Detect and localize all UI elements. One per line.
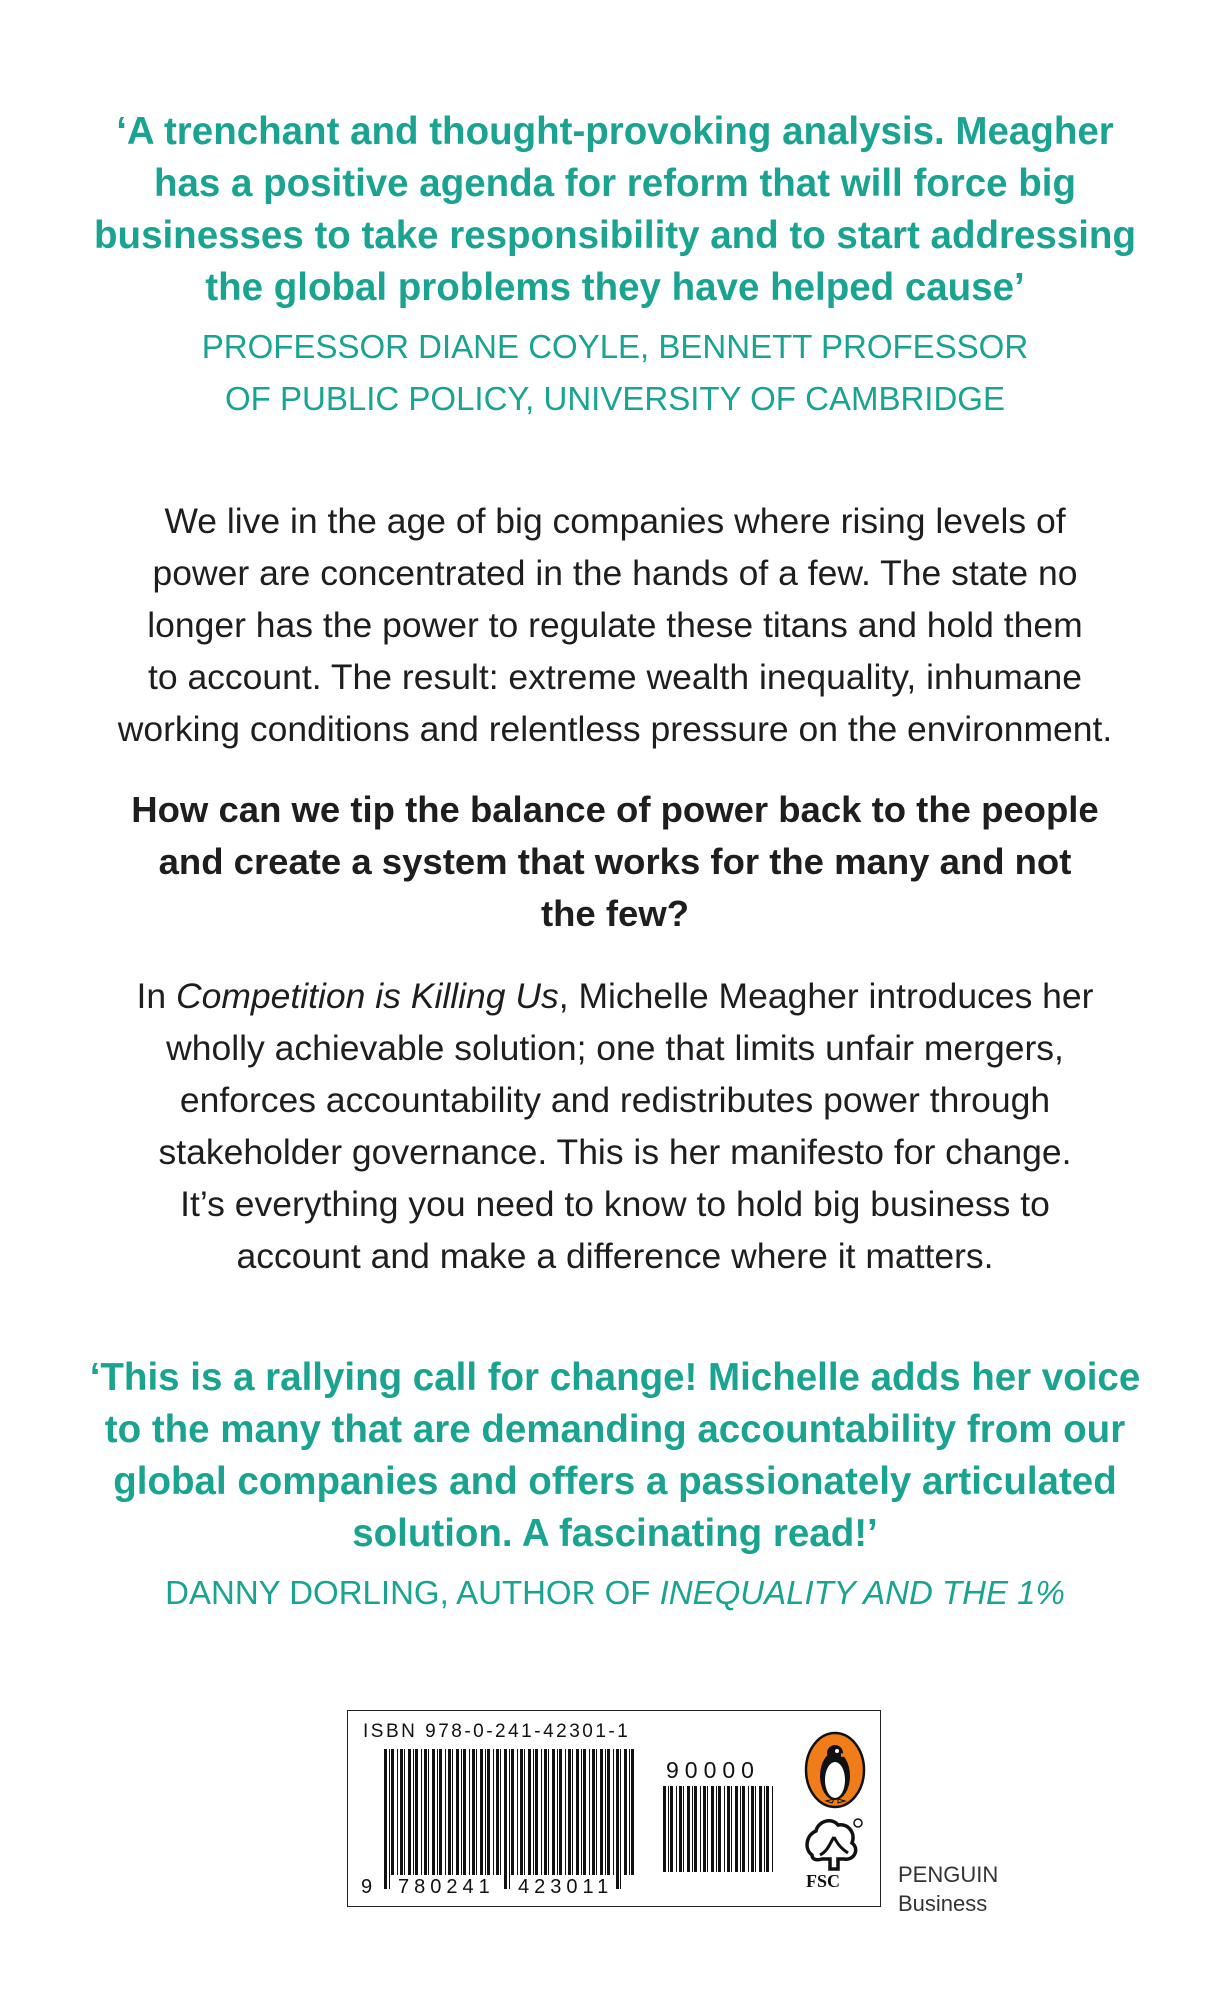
- question-line: and create a system that works for the many and not: [158, 841, 1072, 882]
- quote-block-2: [0, 1352, 1230, 1619]
- body-line: stakeholder governance. This is her manifesto for change.: [158, 1132, 1072, 1172]
- barcode-bar: [439, 1749, 442, 1875]
- barcode-bar: [389, 1749, 390, 1889]
- barcode-bar: [463, 1749, 466, 1875]
- body-line: account and make a difference where it matters.: [236, 1236, 994, 1276]
- barcode-bar: [755, 1786, 756, 1872]
- barcode-bar: [751, 1786, 754, 1872]
- quote-line: to the many that are demanding accountability from our: [104, 1408, 1126, 1451]
- barcode-bar: [384, 1749, 387, 1889]
- barcode-bar: [759, 1786, 762, 1872]
- barcode-bar: [476, 1749, 477, 1875]
- barcode-bar: [428, 1749, 429, 1875]
- barcode-bar: [533, 1749, 534, 1875]
- body-line: wholly achievable solution; one that limits unfair mergers,: [166, 1028, 1064, 1068]
- quote-line: the global problems they have helped cause’: [205, 266, 1025, 309]
- quote-line: businesses to take responsibility and to start addressing: [94, 214, 1136, 257]
- barcode-bar: [711, 1786, 714, 1872]
- penguin-logo-icon: [804, 1731, 866, 1809]
- barcode-bar: [445, 1749, 446, 1875]
- barcode-bar: [616, 1749, 619, 1889]
- barcode-bar: [731, 1786, 732, 1872]
- barcode-bar: [424, 1749, 427, 1875]
- quote-line: ‘This is a rallying call for change! Michelle adds her voice: [89, 1356, 1141, 1399]
- quote-line: global companies and offers a passionately articulated: [113, 1460, 1117, 1503]
- barcode-bar: [517, 1749, 518, 1875]
- barcode-bar: [520, 1749, 523, 1875]
- barcode-bar: [480, 1749, 483, 1875]
- barcode-bar: [703, 1786, 706, 1872]
- question-line: How can we tip the balance of power back to the people: [131, 789, 1099, 830]
- addon-digits: 90000: [666, 1757, 760, 1783]
- body-text-suffix: , Michelle Meagher introduces her: [558, 976, 1094, 1016]
- barcode-bar: [461, 1749, 462, 1875]
- quote-attribution: OF PUBLIC POLICY, UNIVERSITY OF CAMBRIDGE: [225, 380, 1005, 417]
- body-line: enforces accountability and redistributes power through: [179, 1080, 1051, 1120]
- barcode-bar: [735, 1786, 738, 1872]
- barcode-bar: [707, 1786, 708, 1872]
- barcode-bar: [766, 1786, 769, 1872]
- barcode-bar: [397, 1749, 398, 1875]
- barcode-bar: [557, 1749, 558, 1875]
- body-line: longer has the power to regulate these titans and hold them: [147, 605, 1083, 645]
- barcode-bar: [535, 1749, 538, 1875]
- fsc-logo-icon: [798, 1815, 868, 1893]
- barcode-digit-group: 423011: [518, 1876, 614, 1898]
- barcode-bar: [764, 1786, 765, 1872]
- book-title: Competition is Killing Us: [175, 976, 559, 1016]
- intro-paragraph: [0, 495, 1230, 755]
- barcode-bar: [391, 1749, 394, 1875]
- body-line: It’s everything you need to know to hold big business to: [180, 1184, 1050, 1224]
- barcode-bar: [605, 1749, 606, 1875]
- attribution-book-title: INEQUALITY AND THE 1%: [659, 1574, 1065, 1611]
- barcode-bar: [415, 1749, 418, 1875]
- barcode-bar: [552, 1749, 555, 1875]
- barcode-bar: [624, 1749, 627, 1875]
- barcode-bar: [592, 1749, 595, 1875]
- barcode-bar: [716, 1786, 717, 1872]
- quote-block-1: [0, 106, 1230, 425]
- barcode-bar: [596, 1749, 597, 1875]
- barcode-bar: [613, 1749, 614, 1875]
- barcode-bar: [629, 1749, 630, 1875]
- body-text-prefix: In: [136, 976, 176, 1016]
- barcode-bar: [620, 1749, 621, 1889]
- addon-barcode: [663, 1786, 783, 1886]
- barcode-bar: [524, 1749, 525, 1875]
- barcode-bar: [400, 1749, 403, 1875]
- body-line: [0, 970, 1230, 1022]
- barcode-bar: [504, 1749, 507, 1889]
- quote-attribution: PROFESSOR DIANE COYLE, BENNETT PROFESSOR: [201, 328, 1029, 365]
- quote-line: solution. A fascinating read!’: [352, 1512, 878, 1555]
- barcode-bar: [718, 1786, 721, 1872]
- barcode-bar: [487, 1749, 490, 1875]
- barcode-bar: [565, 1749, 566, 1875]
- barcode-bar: [472, 1749, 475, 1875]
- barcode-bar: [589, 1749, 590, 1875]
- barcode-bar: [631, 1749, 634, 1875]
- barcode-bar: [469, 1749, 470, 1875]
- barcode-bar: [607, 1749, 610, 1875]
- isbn-label: ISBN 978-0-241-42301-1: [363, 1721, 631, 1742]
- barcode-bar: [493, 1749, 494, 1875]
- body-line: power are concentrated in the hands of a few. The state no: [152, 553, 1078, 593]
- attribution-text: DANNY DORLING, AUTHOR OF: [165, 1574, 660, 1611]
- barcode-panel: [347, 1710, 881, 1907]
- barcode-bar: [528, 1749, 531, 1875]
- barcode-bar: [452, 1749, 453, 1875]
- barcode-bar: [408, 1749, 411, 1875]
- barcode-bar: [448, 1749, 451, 1875]
- question-line: the few?: [540, 893, 690, 934]
- barcode-bar: [485, 1749, 486, 1875]
- barcode-bar: [583, 1749, 586, 1875]
- barcode-bar: [509, 1749, 510, 1889]
- barcode-bar: [600, 1749, 603, 1875]
- barcode-bar: [548, 1749, 549, 1875]
- barcode-bar: [559, 1749, 562, 1875]
- barcode-bar: [456, 1749, 459, 1875]
- publisher-imprint-name: Business: [898, 1891, 988, 1916]
- barcode-bar: [670, 1786, 673, 1872]
- quote-attribution: [0, 1567, 1230, 1619]
- barcode-bar: [496, 1749, 499, 1875]
- barcode-bar: [576, 1749, 579, 1875]
- publisher-imprint: [898, 1860, 998, 1918]
- barcode-bar: [687, 1786, 690, 1872]
- barcode-bar: [541, 1749, 542, 1875]
- barcode-bar: [437, 1749, 438, 1875]
- barcode-bar: [740, 1786, 741, 1872]
- barcode-bar: [581, 1749, 582, 1875]
- publisher-name: PENGUIN: [898, 1862, 999, 1887]
- body-line: to account. The result: extreme wealth inequality, inhumane: [147, 657, 1083, 697]
- barcode-bar: [663, 1786, 666, 1872]
- barcode-bar: [694, 1786, 697, 1872]
- barcode-bar: [692, 1786, 693, 1872]
- barcode-bar: [544, 1749, 547, 1875]
- barcode-bar: [772, 1786, 773, 1872]
- barcode-bar: [511, 1749, 514, 1875]
- barcode-bar: [679, 1786, 682, 1872]
- barcode-digit-group: 780241: [398, 1876, 495, 1898]
- barcode-bar: [500, 1749, 501, 1875]
- barcode-bar: [742, 1786, 745, 1872]
- barcode-bar: [668, 1786, 669, 1872]
- barcode-bar: [404, 1749, 405, 1875]
- barcode-bar: [413, 1749, 414, 1875]
- barcode-bar: [683, 1786, 684, 1872]
- quote-line: has a positive agenda for reform that will force big: [153, 162, 1077, 205]
- barcode-bar: [572, 1749, 573, 1875]
- barcode-bar: [676, 1786, 677, 1872]
- description-paragraph: [0, 970, 1230, 1282]
- barcode-bar: [748, 1786, 749, 1872]
- barcode-bar: [432, 1749, 435, 1875]
- barcode-bar: [724, 1786, 725, 1872]
- barcode-bar: [568, 1749, 571, 1875]
- body-line: We live in the age of big companies where rising levels of: [164, 501, 1066, 541]
- quote-line: ‘A trenchant and thought-provoking analysis. Meagher: [116, 110, 1114, 153]
- isbn-barcode: [384, 1749, 644, 1889]
- barcode-bar: [727, 1786, 730, 1872]
- barcode-bar: [700, 1786, 701, 1872]
- question-heading: [0, 784, 1230, 940]
- body-line: working conditions and relentless pressure on the environment.: [117, 709, 1113, 749]
- fsc-label: FSC: [806, 1871, 841, 1891]
- barcode-first-digit: 9: [361, 1876, 373, 1898]
- barcode-bar: [421, 1749, 422, 1875]
